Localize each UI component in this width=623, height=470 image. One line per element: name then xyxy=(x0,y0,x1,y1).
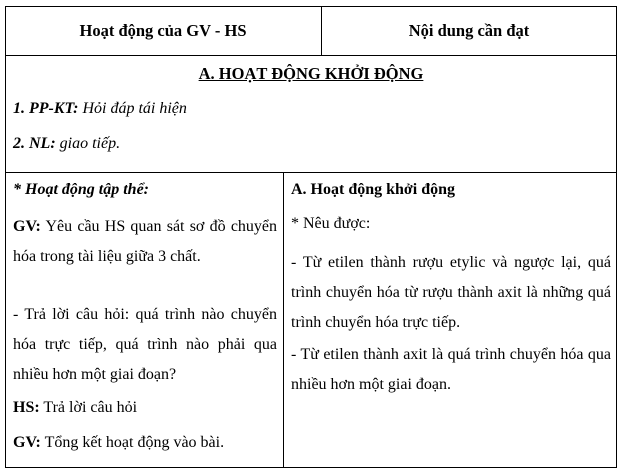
content-divider xyxy=(283,172,284,467)
p1-line-2: quá trình chuyển hóa từ rượu thành axit là xyxy=(291,254,611,301)
content-paragraph-2 xyxy=(291,340,611,400)
collective-activity-heading: * Hoạt động tập thể: xyxy=(13,181,150,198)
gv-summary-text: Tổng kết hoạt động vào bài. xyxy=(44,434,225,451)
p2-line-2: hóa qua nhiều hơn một giai đoạn. xyxy=(291,346,612,393)
gv-summary-label: GV: xyxy=(13,434,41,451)
question-line-1: - Trả lời câu hỏi: quá trình nào xyxy=(13,306,225,323)
table-bottom-border xyxy=(5,467,617,468)
content-paragraph-1 xyxy=(291,248,611,338)
hs-label: HS: xyxy=(13,399,40,416)
lesson-table xyxy=(5,6,617,468)
content-heading: A. Hoạt động khởi động xyxy=(291,181,456,198)
pp-kt-value: Hỏi đáp tái hiện xyxy=(82,100,187,117)
table-top-border xyxy=(5,6,617,7)
header-bottom-border xyxy=(5,55,617,56)
header-activity: Hoạt động của GV - HS xyxy=(79,21,247,40)
gv-instruction xyxy=(13,212,277,272)
section-title: A. HOẠT ĐỘNG KHỞI ĐỘNG xyxy=(198,64,424,83)
gv-line-1: Yêu cầu HS quan sát sơ đồ xyxy=(45,218,226,235)
p2-line-1: - Từ etilen thành axit là quá trình chuyển xyxy=(291,346,556,363)
p1-line-3: những quá trình chuyển hóa trực tiếp. xyxy=(291,284,612,331)
gv-line-3: chất. xyxy=(170,248,201,265)
hs-text: Trả lời câu hỏi xyxy=(43,399,138,416)
nl-value: giao tiếp. xyxy=(59,135,121,152)
question-line-2: chuyển hóa trực tiếp, quá trình nào xyxy=(13,306,277,353)
pp-kt-line xyxy=(13,99,187,119)
nl-label: 2. NL: xyxy=(13,135,56,152)
section-bottom-border xyxy=(5,172,617,173)
question-line-3: phải qua nhiều hơn một giai đoạn? xyxy=(13,336,278,383)
gv-label: GV: xyxy=(13,218,41,235)
pp-kt-label: 1. PP-KT: xyxy=(13,100,79,117)
gv-line-2: chuyển hóa trong tài liệu giữa 3 xyxy=(13,218,278,265)
header-content: Nội dung cần đạt xyxy=(408,21,530,40)
p1-line-1: - Từ etilen thành rượu etylic và ngược lại, xyxy=(291,254,582,271)
hs-line xyxy=(13,398,137,418)
content-note: * Nêu được: xyxy=(291,215,371,232)
nl-line xyxy=(13,134,120,154)
question-block xyxy=(13,300,277,390)
gv-summary-line xyxy=(13,433,224,453)
